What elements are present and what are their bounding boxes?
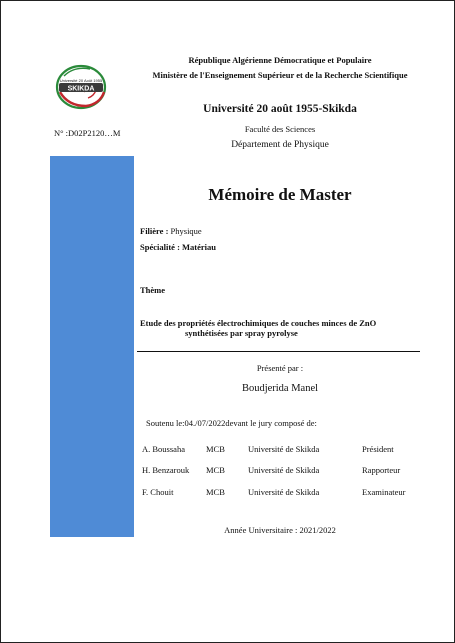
theme-label: Thème (140, 285, 166, 295)
ministry-heading: Ministère de l'Enseignement Supérieur et de la Recherche Scientifique (152, 70, 408, 80)
jury-row (142, 487, 432, 499)
jury-name: A. Boussaha (142, 444, 185, 454)
university-name: Université 20 août 1955-Skikda (203, 103, 357, 115)
jury-grade: MCB (206, 487, 225, 497)
jury-name: F. Chouit (142, 487, 174, 497)
specialite-label: Spécialité : (140, 242, 180, 252)
author-name: Boudjerida Manel (241, 383, 319, 394)
specialite-value: Matériau (182, 242, 217, 252)
jury-institution: Université de Skikda (248, 444, 320, 454)
filiere-value: Physique (170, 226, 202, 236)
document-title: Mémoire de Master (208, 185, 352, 204)
jury-grade: MCB (206, 444, 225, 454)
theme-line-1: Etude des propriétés électrochimiques de couches minces de ZnO (140, 318, 377, 328)
jury-name: H. Benzarouk (142, 465, 190, 475)
jury-institution: Université de Skikda (248, 487, 320, 497)
presented-by-label: Présenté par : (256, 363, 304, 373)
divider-line (137, 351, 420, 352)
jury-grade: MCB (206, 465, 225, 475)
filiere-line (140, 226, 202, 236)
specialite-line (140, 242, 216, 252)
blue-side-bar (50, 156, 134, 537)
jury-institution: Université de Skikda (248, 465, 320, 475)
republic-heading: République Algérienne Démocratique et Populaire (188, 55, 372, 65)
logo-top-text: Université 20 Août 1955 (59, 78, 103, 83)
reference-number: N° :D02P2120…M (54, 128, 121, 138)
jury-role: Examinateur (362, 487, 406, 497)
filiere-label: Filière : (140, 226, 169, 236)
logo-name: SKIKDA (67, 85, 95, 93)
theme-text (140, 318, 410, 338)
academic-year: Année Universitaire : 2021/2022 (224, 525, 336, 535)
jury-role: Rapporteur (362, 465, 401, 475)
theme-line-2: synthétisées par spray pyrolyse (185, 328, 298, 338)
department-name: Département de Physique (231, 140, 329, 150)
jury-role: Président (362, 444, 394, 454)
university-logo (54, 62, 108, 112)
defense-date-line: Soutenu le:04./07/2022devant le jury composé de: (146, 418, 317, 428)
faculty-name: Faculté des Sciences (244, 124, 316, 134)
jury-row (142, 444, 432, 456)
jury-row (142, 465, 432, 477)
